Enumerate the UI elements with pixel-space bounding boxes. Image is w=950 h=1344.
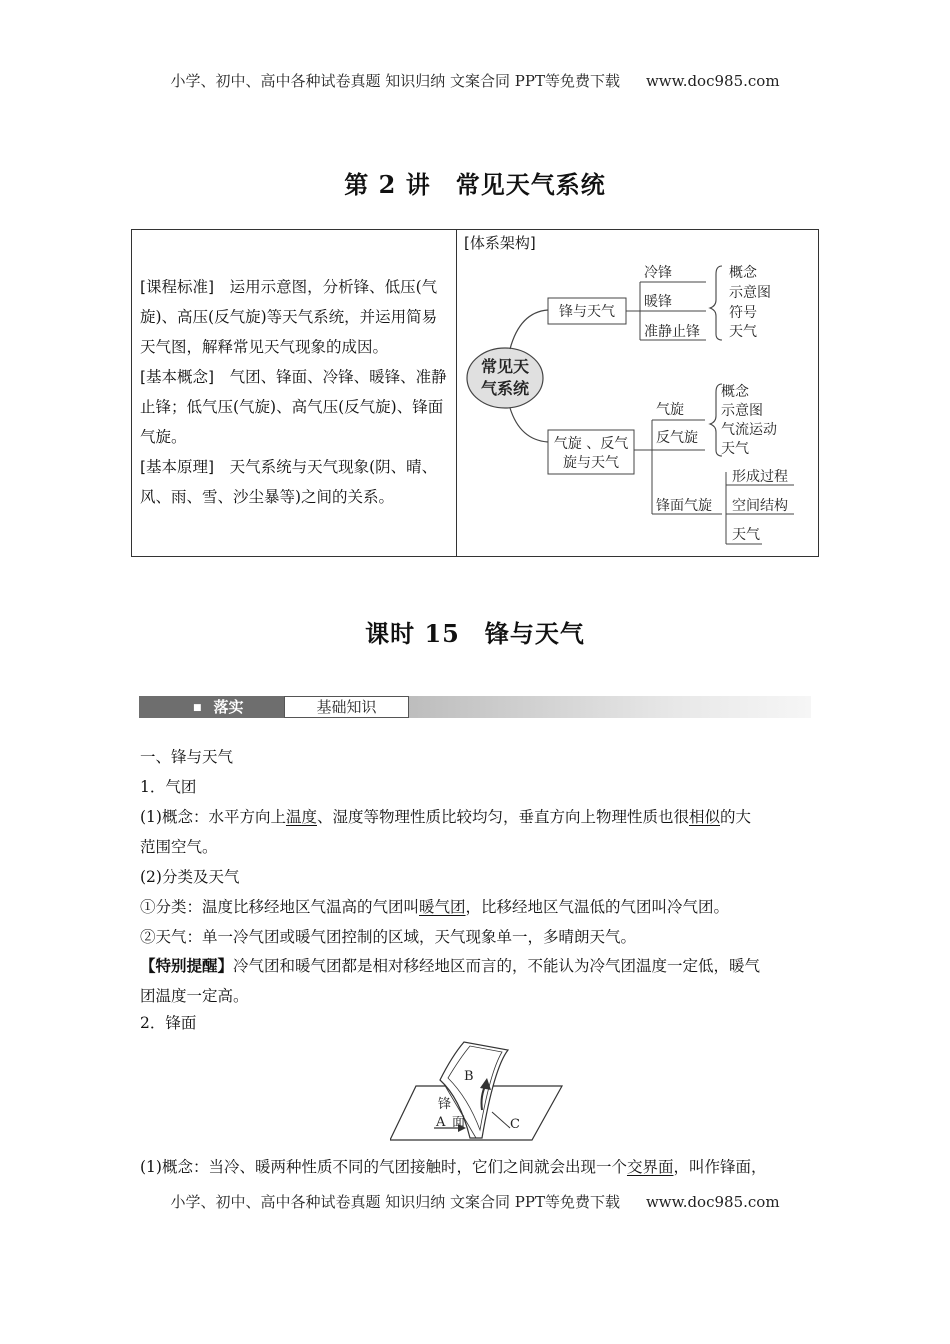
branch2-item-frontal-cyclone: 锋面气旋 (656, 498, 712, 514)
mind-map-connector-2 (510, 408, 548, 442)
figure-label-front2: 面 (452, 1115, 466, 1130)
basic-principles (140, 452, 450, 512)
banner-dark-label (139, 696, 284, 718)
branch1-item-cold-front: 冷锋 (644, 265, 672, 281)
banner-dark-text: 落实 (213, 698, 244, 716)
section-banner (139, 696, 811, 722)
para-concept-cont: 范围空气。 (140, 838, 218, 856)
branch2-item-anticyclone: 反气旋 (656, 430, 698, 446)
branch1-brace (710, 266, 722, 340)
para-classification: ①分类：温度比移经地区气温高的气团叫暖气团，比移经地区气温低的气团叫冷气团。 (140, 898, 730, 916)
figure-label-c: C (510, 1117, 520, 1132)
lesson-title: 课时 15 锋与天气 (365, 619, 585, 648)
branch1-item-stationary-front: 准静止锋 (644, 324, 700, 340)
blank-interface: 交界面 (626, 1158, 674, 1176)
special-reminder (140, 951, 820, 1011)
mind-map-center-line2: 气系统 (480, 379, 530, 398)
figure-label-front1: 锋 (438, 1097, 452, 1112)
item-air-mass: 1．气团 (140, 778, 197, 796)
course-standard (140, 272, 450, 362)
branch-cyclone-line1: 气旋 、反气 (553, 436, 629, 452)
para-front-concept: (1)概念：当冷、暖两种性质不同的气团接触时，它们之间就会出现一个交界面，叫作锋面， (140, 1158, 767, 1176)
para-weather: ②天气：单一冷气团或暖气团控制的区域，天气现象单一，多晴朗天气。 (140, 928, 637, 946)
header-text: 小学、初中、高中各种试卷真题 知识归纳 文案合同 PPT等免费下载 (170, 72, 620, 90)
basic-concepts (140, 362, 450, 452)
reminder-line1: 冷气团和暖气团都是相对移经地区而言的，不能认为冷气团温度一定低，暖气 (233, 957, 761, 975)
frontal-cyclone-weather: 天气 (732, 527, 760, 543)
square-icon: ■ (193, 702, 202, 713)
basic-principles-label: [基本原理] (140, 458, 215, 476)
branch2-item-cyclone: 气旋 (656, 402, 684, 418)
mind-map-center-line1: 常见天 (480, 357, 530, 376)
front-surface-diagram (390, 1038, 570, 1142)
branch1-attr-diagram: 示意图 (729, 285, 771, 301)
para-classification-heading: (2)分类及天气 (140, 868, 240, 886)
frontal-cyclone-structure: 空间结构 (732, 498, 788, 514)
branch1-attr-symbol: 符号 (729, 305, 757, 321)
framework-label: [体系架构] (464, 234, 536, 252)
figure-label-a: A (436, 1115, 446, 1130)
blank-warm-air-mass: 暖气团 (419, 898, 466, 916)
branch1-item-warm-front: 暖锋 (644, 294, 672, 310)
lecture-title: 第 2 讲 常见天气系统 (344, 170, 606, 199)
banner-light-label: 基础知识 (284, 696, 409, 718)
footer-url[interactable]: www.doc985.com (645, 1193, 780, 1211)
intro-left-column (140, 272, 450, 512)
page-header (0, 70, 950, 91)
branch1-attr-weather: 天气 (729, 324, 757, 340)
basic-concepts-label: [基本概念] (140, 368, 215, 386)
branch2-attr-concept: 概念 (721, 384, 749, 400)
framework-mind-map (460, 252, 815, 552)
mind-map-connector-1 (510, 310, 548, 349)
body-section-1 (140, 742, 820, 952)
reminder-line2: 团温度一定高。 (140, 987, 249, 1005)
frontal-cyclone-formation: 形成过程 (732, 469, 788, 485)
body-section-2 (140, 1152, 820, 1182)
branch-cyclone-line2: 旋与天气 (563, 455, 619, 471)
blank-similar: 相似 (689, 808, 721, 826)
branch2-attr-diagram: 示意图 (721, 403, 763, 419)
blank-temperature: 温度 (285, 808, 317, 826)
item-front-surface: 2．锋面 (140, 1014, 197, 1032)
item-front-heading-wrap (140, 1008, 820, 1038)
branch2-attr-airflow: 气流运动 (721, 422, 777, 438)
branch2-attr-weather: 天气 (721, 441, 749, 457)
para-concept: (1)概念：水平方向上温度、湿度等物理性质比较均匀，垂直方向上物理性质也很相似的大 (140, 808, 752, 826)
basic-concepts-text: 气团、锋面、冷锋、暖锋、准静止锋；低气压(气旋)、高气压(反气旋)、锋面气旋。 (140, 368, 447, 446)
basic-principles-text: 天气系统与天气现象(阴、晴、风、雨、雪、沙尘暴等)之间的关系。 (140, 458, 438, 506)
reminder-label: 【特别提醒】 (140, 957, 234, 975)
branch-front-weather: 锋与天气 (559, 304, 615, 320)
figure-label-b: B (464, 1069, 474, 1084)
branch1-attr-concept: 概念 (729, 265, 757, 281)
section-heading: 一、锋与天气 (140, 748, 234, 766)
footer-text: 小学、初中、高中各种试卷真题 知识归纳 文案合同 PPT等免费下载 (170, 1193, 620, 1211)
course-standard-label: [课程标准] (140, 278, 215, 296)
header-url[interactable]: www.doc985.com (645, 72, 780, 90)
intro-table-divider (456, 229, 457, 557)
course-standard-text: 运用示意图，分析锋、低压(气旋)、高压(反气旋)等天气系统，并运用简易天气图，解释常见天气现象的成因。 (140, 278, 438, 356)
page-footer (0, 1191, 950, 1212)
